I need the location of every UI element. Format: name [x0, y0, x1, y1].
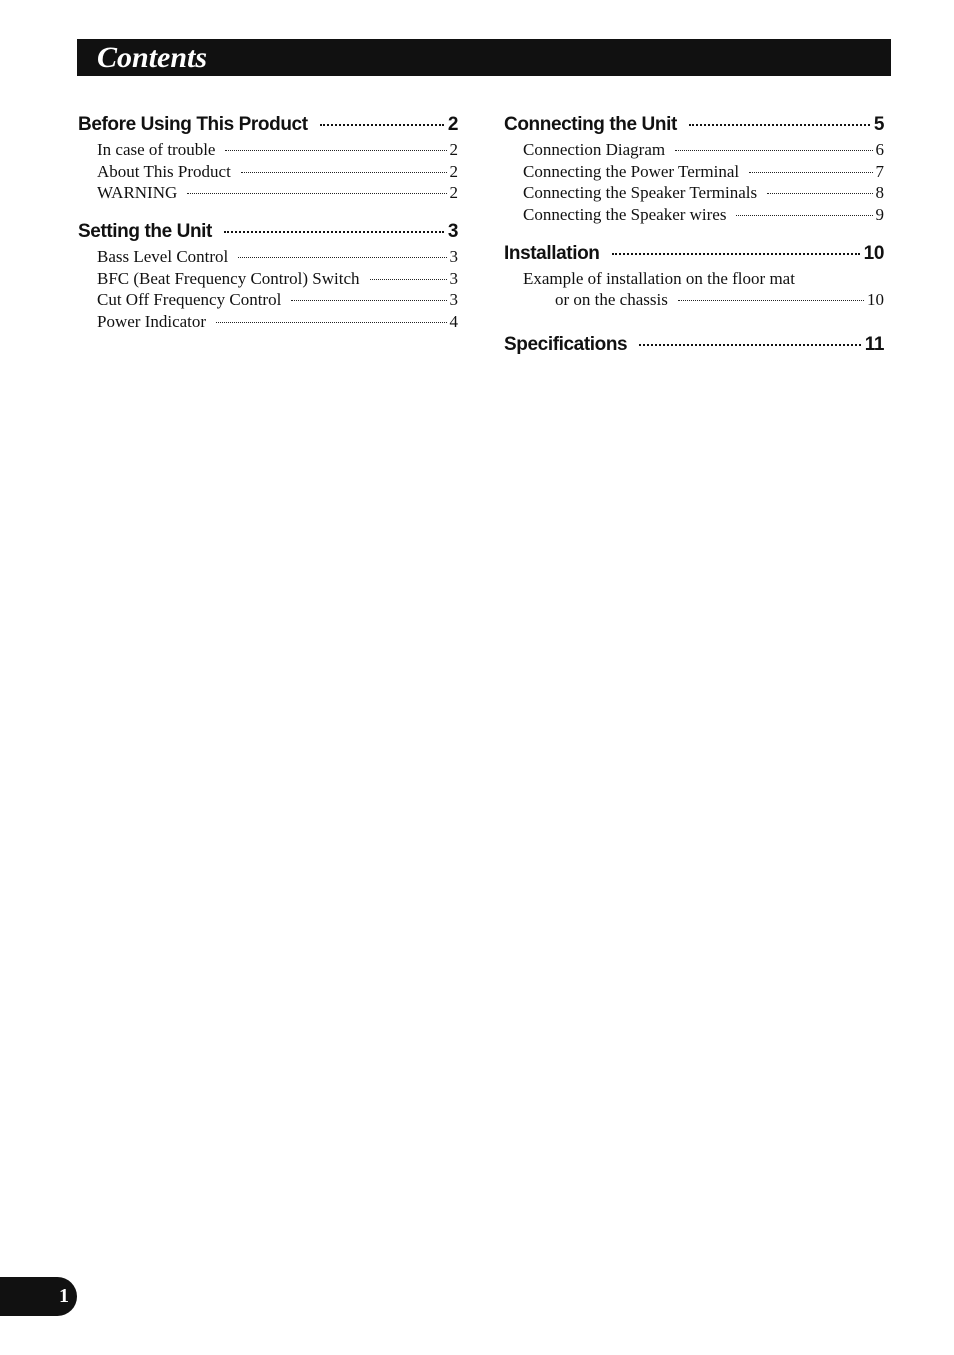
toc-entry[interactable] — [78, 161, 458, 183]
dot-leader — [767, 193, 872, 194]
section-title: Connecting the Unit — [504, 114, 677, 135]
entry-page-number: 4 — [449, 312, 458, 332]
dot-leader — [675, 150, 872, 151]
entry-label: Connecting the Power Terminal — [523, 161, 740, 181]
entry-label: WARNING — [97, 183, 178, 203]
entry-page-number: 2 — [449, 161, 458, 181]
entry-page-number: 2 — [449, 140, 458, 159]
dot-leader — [224, 231, 444, 233]
entry-page-number: 9 — [875, 205, 884, 225]
dot-leader — [238, 257, 446, 258]
section-page-number: 2 — [447, 114, 458, 135]
dot-leader — [749, 172, 872, 173]
dot-leader — [612, 253, 860, 255]
entry-label: Bass Level Control — [97, 247, 229, 267]
dot-leader — [216, 322, 446, 323]
entry-label: BFC (Beat Frequency Control) Switch — [97, 268, 360, 288]
entry-label: In case of trouble — [97, 140, 216, 159]
entry-page-number: 6 — [875, 140, 884, 159]
toc-section-heading[interactable] — [504, 240, 884, 268]
entry-label: Power Indicator — [97, 312, 207, 332]
entry-page-number: 2 — [449, 183, 458, 203]
entry-label: About This Product — [97, 161, 231, 181]
dot-leader — [639, 344, 860, 346]
toc-section-heading[interactable] — [504, 331, 884, 359]
toc-section-specifications — [504, 331, 884, 359]
section-title: Installation — [504, 242, 600, 264]
dot-leader — [225, 150, 446, 151]
section-page-number: 11 — [864, 334, 884, 356]
section-title: Setting the Unit — [78, 221, 212, 243]
toc-entry[interactable] — [78, 246, 458, 268]
entry-page-number: 7 — [875, 161, 884, 181]
toc-entry-continuation[interactable] — [504, 289, 884, 311]
toc-section-setting-unit — [78, 218, 458, 333]
dot-leader — [291, 300, 446, 301]
entry-page-number: 10 — [867, 290, 884, 310]
dot-leader — [736, 215, 872, 216]
dot-leader — [689, 124, 870, 126]
contents-title-bar — [77, 39, 891, 76]
entry-label: Example of installation on the floor mat — [523, 268, 795, 288]
toc-entry[interactable] — [78, 182, 458, 204]
toc-section-heading[interactable] — [78, 111, 458, 139]
toc-entry-first-line[interactable] — [504, 268, 884, 290]
toc-entry[interactable] — [78, 311, 458, 333]
toc-entry[interactable] — [504, 161, 884, 183]
entry-label: Connecting the Speaker wires — [523, 205, 727, 225]
page-title: Contents — [97, 41, 208, 74]
toc-section-installation — [504, 240, 884, 311]
toc-section-heading[interactable] — [504, 111, 884, 139]
entry-label-continuation: or on the chassis — [555, 290, 668, 310]
toc-entry[interactable] — [504, 182, 884, 204]
entry-label: Connecting the Speaker Terminals — [523, 183, 758, 203]
entry-page-number: 3 — [449, 247, 458, 267]
toc-section-connecting — [504, 111, 884, 226]
toc-section-before-using — [78, 111, 458, 204]
dot-leader — [320, 124, 444, 126]
page-number: 1 — [59, 1285, 69, 1307]
section-title: Before Using This Product — [78, 114, 308, 135]
section-page-number: 10 — [863, 242, 884, 264]
toc-entry[interactable] — [504, 204, 884, 226]
toc-left-column — [78, 111, 458, 347]
toc-section-heading[interactable] — [78, 218, 458, 246]
dot-leader — [187, 193, 446, 194]
entry-page-number: 3 — [449, 268, 458, 288]
toc-entry[interactable] — [78, 268, 458, 290]
toc-entry[interactable] — [78, 289, 458, 311]
toc-entry[interactable] — [504, 139, 884, 161]
dot-leader — [370, 279, 447, 280]
section-title: Specifications — [504, 334, 628, 356]
entry-page-number: 8 — [875, 183, 884, 203]
dot-leader — [241, 172, 447, 173]
section-page-number: 5 — [873, 114, 884, 135]
entry-label: Cut Off Frequency Control — [97, 290, 282, 310]
section-page-number: 3 — [447, 221, 458, 243]
toc-right-column — [504, 111, 884, 373]
entry-page-number: 3 — [449, 290, 458, 310]
entry-label: Connection Diagram — [523, 140, 666, 159]
toc-entry[interactable] — [78, 139, 458, 161]
page-number-tab — [0, 1277, 77, 1316]
dot-leader — [678, 300, 864, 301]
